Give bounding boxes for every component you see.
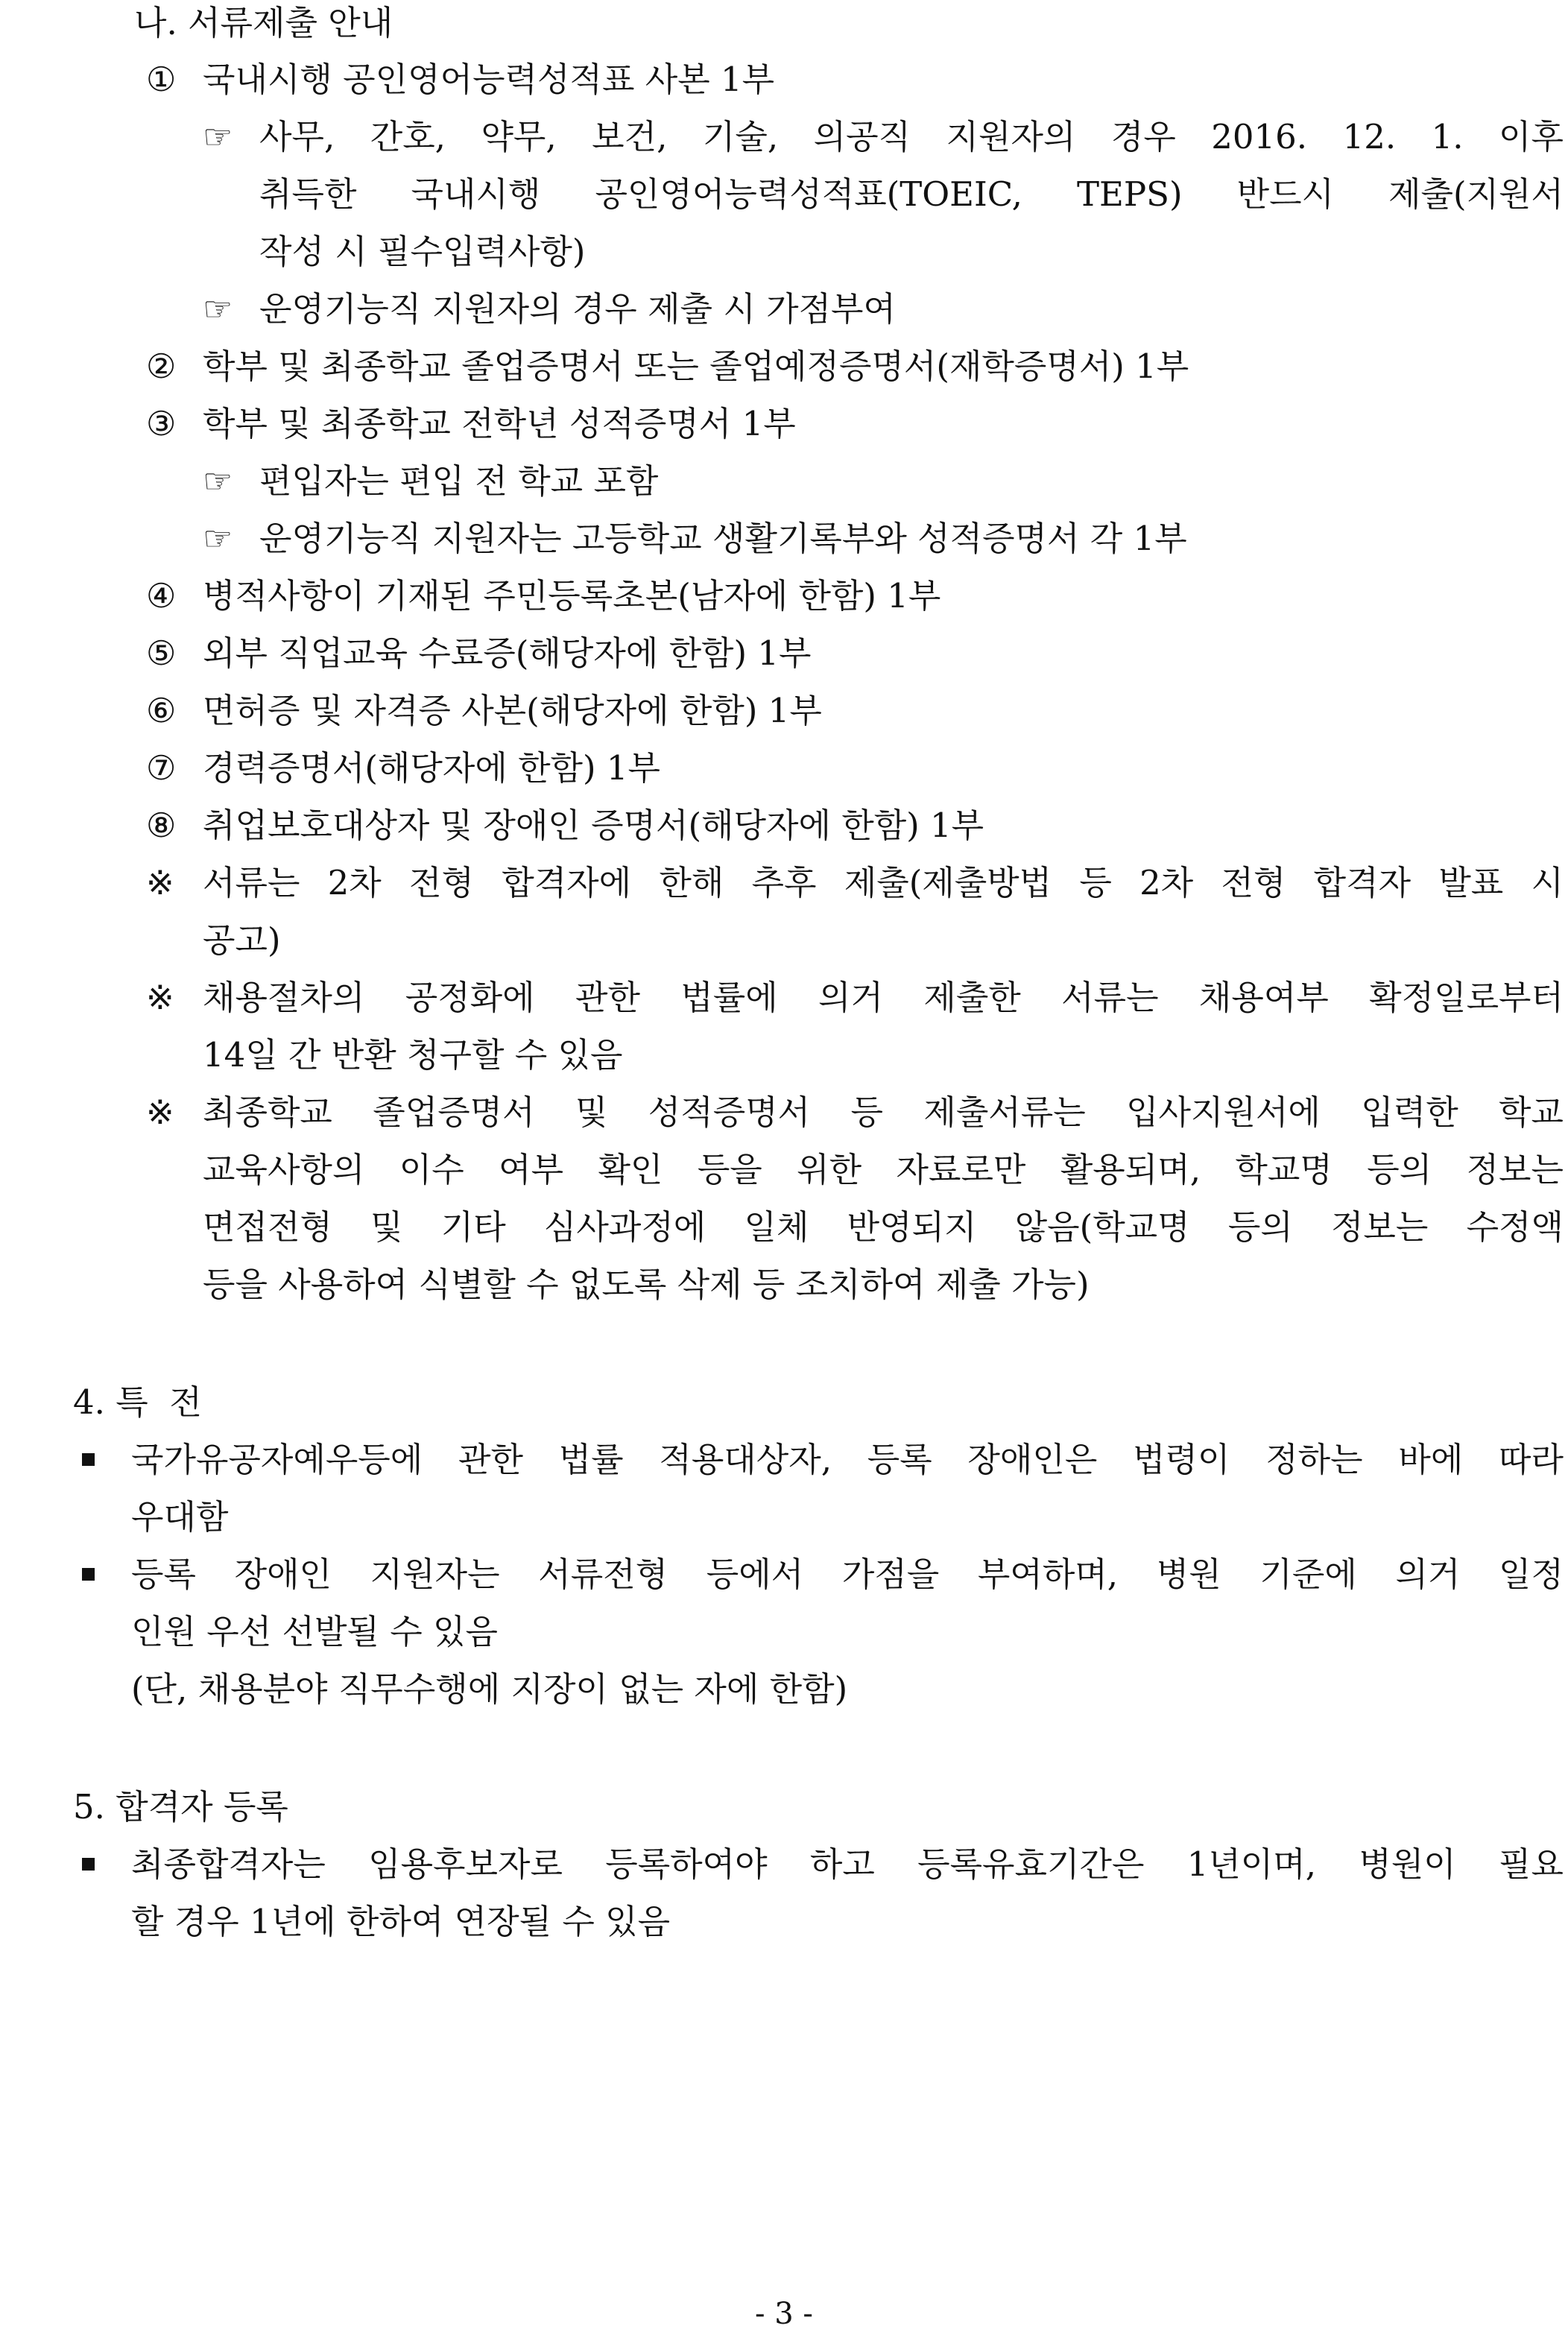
remark-line: 면접전형 및 기타 심사과정에 일체 반영되지 않음(학교명 등의 정보는 수정액 (203, 1207, 1564, 1247)
bullet-line: 할 경우 1년에 한하여 연장될 수 있음 (131, 1902, 671, 1941)
item-number-8: ⑧ (146, 806, 177, 845)
remark-line: 채용절차의 공정화에 관한 법률에 의거 제출한 서류는 채용여부 확정일로부터 (203, 978, 1564, 1017)
item-number-2: ② (146, 347, 177, 386)
bullet-square-icon (82, 1858, 95, 1871)
item-number-3: ③ (146, 404, 177, 443)
bullet-line: 우대함 (131, 1497, 229, 1537)
note-line: 운영기능직 지원자의 경우 제출 시 가점부여 (259, 289, 896, 329)
bullet-line: 최종합격자는 임용후보자로 등록하여야 하고 등록유효기간은 1년이며, 병원이 필요 (131, 1844, 1564, 1884)
remark-line: 서류는 2차 전형 합격자에 한해 추후 제출(제출방법 등 2차 전형 합격자 발표 시 (203, 863, 1564, 902)
section-heading-5: 5. 합격자 등록 (73, 1787, 288, 1827)
remark-line: 최종학교 졸업증명서 및 성적증명서 등 제출서류는 입사지원서에 입력한 학교 (203, 1093, 1564, 1132)
reference-mark-icon: ※ (146, 863, 174, 902)
bullet-square-icon (82, 1568, 95, 1581)
item-text-2: 학부 및 최종학교 졸업증명서 또는 졸업예정증명서(재학증명서) 1부 (203, 347, 1189, 386)
page-number: - 3 - (755, 2297, 813, 2331)
reference-mark-icon: ※ (146, 978, 174, 1017)
note-line: 작성 시 필수입력사항) (259, 232, 586, 271)
pointer-icon: ☞ (203, 461, 233, 501)
bullet-square-icon (82, 1453, 95, 1466)
item-number-6: ⑥ (146, 691, 177, 730)
remark-line: 등을 사용하여 식별할 수 없도록 삭제 등 조치하여 제출 가능) (203, 1265, 1090, 1304)
item-number-5: ⑤ (146, 633, 177, 673)
pointer-icon: ☞ (203, 289, 233, 329)
note-line: 사무, 간호, 약무, 보건, 기술, 의공직 지원자의 경우 2016. 12. 1. 이후 (259, 117, 1564, 156)
item-text-8: 취업보호대상자 및 장애인 증명서(해당자에 한함) 1부 (203, 806, 984, 845)
reference-mark-icon: ※ (146, 1093, 174, 1132)
item-text-7: 경력증명서(해당자에 한함) 1부 (203, 748, 660, 788)
remark-line: 14일 간 반환 청구할 수 있음 (203, 1035, 623, 1075)
pointer-icon: ☞ (203, 519, 233, 558)
section-heading-na: 나. 서류제출 안내 (134, 3, 393, 42)
item-text-4: 병적사항이 기재된 주민등록초본(남자에 한함) 1부 (203, 576, 941, 616)
note-line: 편입자는 편입 전 학교 포함 (259, 461, 659, 501)
item-text-6: 면허증 및 자격증 사본(해당자에 한함) 1부 (203, 691, 822, 730)
bullet-line: (단, 채용분야 직무수행에 지장이 없는 자에 한함) (131, 1669, 848, 1709)
item-text-3: 학부 및 최종학교 전학년 성적증명서 1부 (203, 404, 796, 443)
item-number-7: ⑦ (146, 748, 177, 788)
item-text-1: 국내시행 공인영어능력성적표 사본 1부 (203, 60, 775, 99)
bullet-line: 등록 장애인 지원자는 서류전형 등에서 가점을 부여하며, 병원 기준에 의거 일정 (131, 1555, 1564, 1594)
bullet-line: 국가유공자예우등에 관한 법률 적용대상자, 등록 장애인은 법령이 정하는 바에 따라 (131, 1440, 1564, 1479)
note-line: 취득한 국내시행 공인영어능력성적표(TOEIC, TEPS) 반드시 제출(지원서 (259, 174, 1564, 214)
item-number-1: ① (146, 60, 177, 99)
pointer-icon: ☞ (203, 117, 233, 156)
remark-line: 교육사항의 이수 여부 확인 등을 위한 자료로만 활용되며, 학교명 등의 정보는 (203, 1150, 1564, 1189)
remark-line: 공고) (203, 920, 281, 960)
item-number-4: ④ (146, 576, 177, 616)
bullet-line: 인원 우선 선발될 수 있음 (131, 1612, 498, 1651)
note-line: 운영기능직 지원자는 고등학교 생활기록부와 성적증명서 각 1부 (259, 519, 1187, 558)
item-text-5: 외부 직업교육 수료증(해당자에 한함) 1부 (203, 633, 812, 673)
section-heading-4: 4. 특 전 (73, 1382, 202, 1422)
